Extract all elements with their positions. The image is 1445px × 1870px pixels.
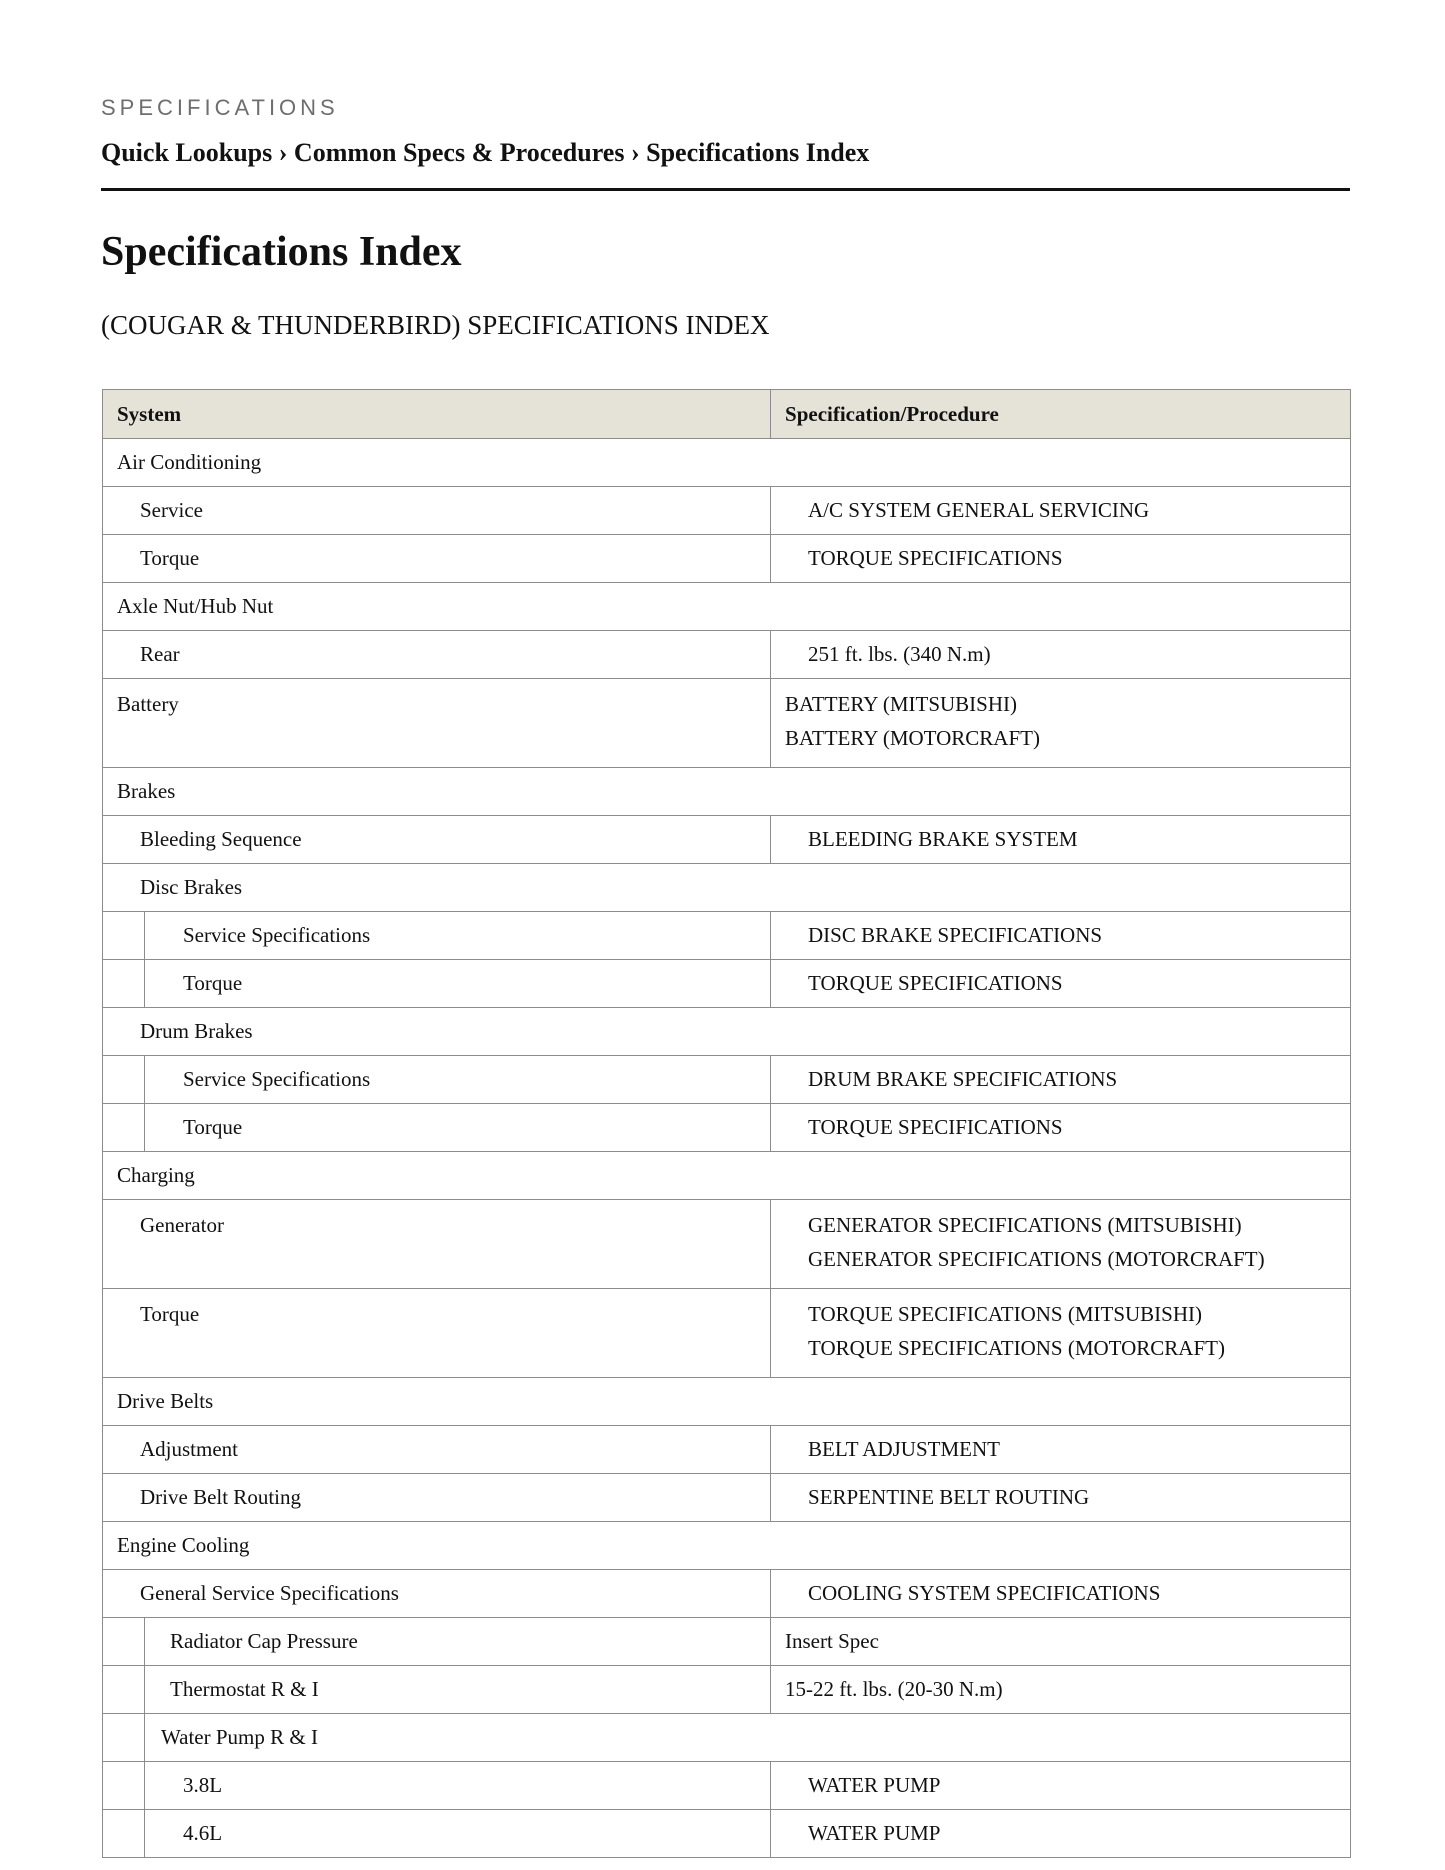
spec-link[interactable]: COOLING SYSTEM SPECIFICATIONS xyxy=(771,1570,1351,1618)
system-subgroup: Drum Brakes xyxy=(103,1008,1351,1056)
indent-stub xyxy=(103,1618,145,1666)
system-group: Battery xyxy=(103,679,771,768)
table-row xyxy=(103,864,1351,912)
table-row xyxy=(103,1104,1351,1152)
system-cell: Service xyxy=(103,487,771,535)
section-kicker: SPECIFICATIONS xyxy=(101,95,339,120)
table-row xyxy=(103,1008,1351,1056)
spec-link[interactable]: DISC BRAKE SPECIFICATIONS xyxy=(771,912,1351,960)
spec-link[interactable]: TORQUE SPECIFICATIONS (MOTORCRAFT) xyxy=(808,1336,1225,1360)
table-row xyxy=(103,1056,1351,1104)
system-cell: Service Specifications xyxy=(145,1056,771,1104)
indent-stub xyxy=(103,1056,145,1104)
system-group: Engine Cooling xyxy=(103,1522,1351,1570)
spec-link[interactable]: TORQUE SPECIFICATIONS (MITSUBISHI) xyxy=(808,1302,1202,1326)
spec-link[interactable]: SERPENTINE BELT ROUTING xyxy=(771,1474,1351,1522)
table-row xyxy=(103,1570,1351,1618)
system-cell: Rear xyxy=(103,631,771,679)
breadcrumb-item-specifications-index: Specifications Index xyxy=(646,138,870,167)
table-row xyxy=(103,768,1351,816)
indent-stub xyxy=(103,1714,145,1762)
system-cell: Drive Belt Routing xyxy=(103,1474,771,1522)
table-row xyxy=(103,912,1351,960)
breadcrumb xyxy=(101,138,869,168)
breadcrumb-separator: › xyxy=(278,138,288,167)
table-row xyxy=(103,1152,1351,1200)
system-cell: Torque xyxy=(145,1104,771,1152)
system-cell: Bleeding Sequence xyxy=(103,816,771,864)
table-row xyxy=(103,1474,1351,1522)
breadcrumb-separator: › xyxy=(630,138,640,167)
table-row xyxy=(103,679,1351,768)
table-row xyxy=(103,1522,1351,1570)
spec-link[interactable]: TORQUE SPECIFICATIONS xyxy=(771,960,1351,1008)
system-group: Brakes xyxy=(103,768,1351,816)
table-row xyxy=(103,1426,1351,1474)
table-row xyxy=(103,583,1351,631)
specifications-table xyxy=(102,389,1351,1858)
indent-stub xyxy=(103,912,145,960)
table-row xyxy=(103,1762,1351,1810)
spec-cell xyxy=(771,679,1351,768)
system-cell: Thermostat R & I xyxy=(145,1666,771,1714)
indent-stub xyxy=(103,1762,145,1810)
spec-link[interactable]: BATTERY (MOTORCRAFT) xyxy=(785,726,1040,750)
table-row xyxy=(103,631,1351,679)
spec-cell xyxy=(771,1200,1351,1289)
system-cell: Radiator Cap Pressure xyxy=(145,1618,771,1666)
table-row xyxy=(103,1289,1351,1378)
table-row xyxy=(103,535,1351,583)
table-row xyxy=(103,1666,1351,1714)
table-row xyxy=(103,1810,1351,1858)
column-header-system: System xyxy=(103,390,771,439)
table-row xyxy=(103,960,1351,1008)
spec-cell xyxy=(771,1289,1351,1378)
system-cell: Adjustment xyxy=(103,1426,771,1474)
system-group: Drive Belts xyxy=(103,1378,1351,1426)
spec-link[interactable]: WATER PUMP xyxy=(771,1810,1351,1858)
system-subgroup: Water Pump R & I xyxy=(145,1714,1351,1762)
indent-stub xyxy=(103,1104,145,1152)
system-group: Air Conditioning xyxy=(103,439,1351,487)
system-cell: General Service Specifications xyxy=(103,1570,771,1618)
page-subtitle: (COUGAR & THUNDERBIRD) SPECIFICATIONS INDEX xyxy=(101,310,770,340)
system-cell: Service Specifications xyxy=(145,912,771,960)
breadcrumb-item-quick-lookups[interactable]: Quick Lookups xyxy=(101,138,273,167)
system-cell: Torque xyxy=(103,1289,771,1378)
spec-link[interactable]: BELT ADJUSTMENT xyxy=(771,1426,1351,1474)
table-row xyxy=(103,1714,1351,1762)
spec-link[interactable]: GENERATOR SPECIFICATIONS (MOTORCRAFT) xyxy=(808,1247,1265,1271)
system-cell: 4.6L xyxy=(145,1810,771,1858)
system-cell: 3.8L xyxy=(145,1762,771,1810)
indent-stub xyxy=(103,960,145,1008)
spec-link[interactable]: TORQUE SPECIFICATIONS xyxy=(771,1104,1351,1152)
system-subgroup: Disc Brakes xyxy=(103,864,1351,912)
indent-stub xyxy=(103,1666,145,1714)
spec-link[interactable]: DRUM BRAKE SPECIFICATIONS xyxy=(771,1056,1351,1104)
spec-link[interactable]: A/C SYSTEM GENERAL SERVICING xyxy=(771,487,1351,535)
indent-stub xyxy=(103,1810,145,1858)
page-title: Specifications Index xyxy=(101,229,462,275)
table-row xyxy=(103,1618,1351,1666)
table-row xyxy=(103,1200,1351,1289)
spec-link[interactable]: BLEEDING BRAKE SYSTEM xyxy=(771,816,1351,864)
system-group: Charging xyxy=(103,1152,1351,1200)
table-row xyxy=(103,439,1351,487)
header-divider xyxy=(101,188,1350,191)
column-header-specification: Specification/Procedure xyxy=(771,390,1351,439)
system-cell: Generator xyxy=(103,1200,771,1289)
spec-link[interactable]: WATER PUMP xyxy=(771,1762,1351,1810)
breadcrumb-item-common-specs[interactable]: Common Specs & Procedures xyxy=(293,138,625,167)
table-header-row xyxy=(103,390,1351,439)
spec-value: Insert Spec xyxy=(771,1618,1351,1666)
spec-value: 15-22 ft. lbs. (20-30 N.m) xyxy=(771,1666,1351,1714)
spec-link[interactable]: TORQUE SPECIFICATIONS xyxy=(771,535,1351,583)
spec-link[interactable]: GENERATOR SPECIFICATIONS (MITSUBISHI) xyxy=(808,1213,1242,1237)
spec-link[interactable]: BATTERY (MITSUBISHI) xyxy=(785,692,1017,716)
table-row xyxy=(103,487,1351,535)
system-cell: Torque xyxy=(145,960,771,1008)
table-row xyxy=(103,816,1351,864)
system-cell: Torque xyxy=(103,535,771,583)
system-group: Axle Nut/Hub Nut xyxy=(103,583,1351,631)
spec-value: 251 ft. lbs. (340 N.m) xyxy=(771,631,1351,679)
table-row xyxy=(103,1378,1351,1426)
